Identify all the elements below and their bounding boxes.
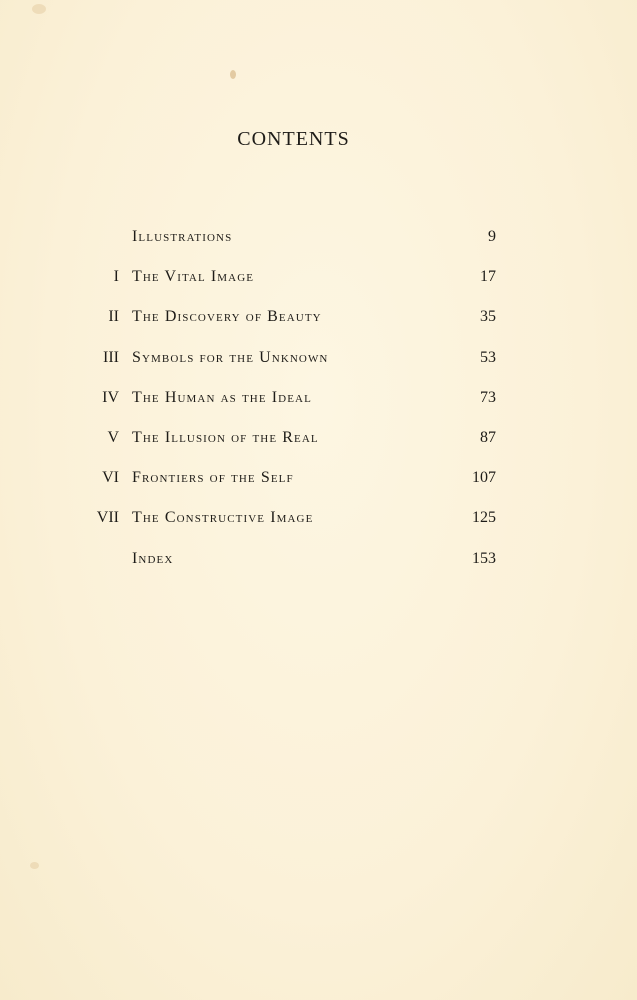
page-number: 9 [488,228,496,245]
chapter-title: The Illusion of the Real [132,428,319,446]
chapter-number: V [107,428,119,446]
toc-entry [80,427,500,467]
chapter-title: The Discovery of Beauty [132,308,322,326]
chapter-title: Frontiers of the Self [132,469,294,487]
chapter-number: II [108,308,119,326]
toc-entry [80,226,500,266]
toc-entry [80,387,500,427]
paper-speck [30,862,39,869]
toc-entry [80,306,500,346]
page-number: 17 [480,268,496,286]
page-number: 53 [480,348,496,366]
page-title: CONTENTS [237,128,350,150]
chapter-title: The Vital Image [132,268,255,286]
chapter-number: VI [102,469,119,487]
page-number: 153 [472,549,496,567]
page-number: 73 [480,388,496,406]
chapter-number: I [113,268,119,286]
chapter-number: VII [96,509,119,527]
page-number: 107 [472,469,496,487]
chapter-title: The Human as the Ideal [132,388,312,406]
page-number: 125 [472,509,496,527]
chapter-number: IV [102,388,119,406]
chapter-number: III [103,348,119,366]
toc-entry [80,467,500,507]
page-number: 87 [480,428,496,446]
chapter-title: Symbols for the Unknown [132,348,329,366]
chapter-title: Index [132,549,174,567]
page-number: 35 [480,308,496,326]
toc-entry [80,507,500,547]
toc-entry [80,548,500,588]
chapter-title: Illustrations [132,228,233,245]
paper-speck [32,4,46,14]
table-of-contents [80,226,500,588]
toc-entry [80,347,500,387]
toc-entry [80,266,500,306]
chapter-title: The Constructive Image [132,509,314,527]
paper-speck [230,70,236,79]
